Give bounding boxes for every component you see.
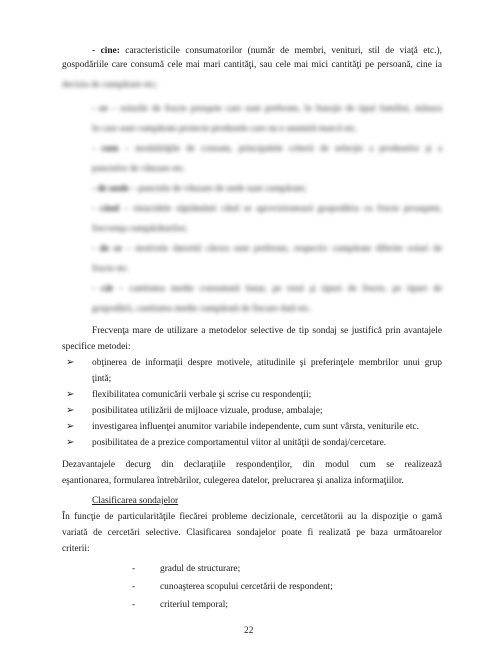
criteria-item: cunoaşterea scopului cercetării de respondent; [160,582,333,592]
advantage-item: obţinerea de informaţii despre motivele, atitudinile şi preferinţele membrilor unui grup [92,358,442,368]
section-heading: Clasificarea sondajelor [92,496,179,506]
arrow-bullet-icon: ➢ [66,389,75,400]
blurred-line: - de unde – punctele de vânzare de unde sunt cumpărate; [92,184,307,194]
criteria-item: criteriul temporal; [160,600,228,610]
advantage-item: posibilitatea utilizării de mijloace vizuale, produse, ambalaje; [92,406,323,416]
body-line: decizia de cumpărare etc; [62,80,158,90]
advantage-item: flexibilitatea comunicării verbale şi scrise cu respondenţii; [92,390,312,400]
blurred-line: - de ce – motivele datorită cărora sunt preferate, respectiv cumpărate diferite soiuri de [92,244,442,254]
advantage-item: investigarea influenţei anumitor variabile independente, cum sunt vârsta, veniturile etc. [92,422,419,432]
cine-label: - cine: [92,46,120,56]
blurred-line: în care sunt cumpărate proiecte produsele care nu e anumită marcă etc. [92,124,358,134]
arrow-bullet-icon: ➢ [66,405,75,416]
blurred-line: gospodării, cantitatea medie cumpărată de fiecare dată etc. [92,304,312,314]
arrow-bullet-icon: ➢ [66,421,75,432]
blurred-line: - cât – cantitatea medie consumată lunar, pe total şi tipuri de fructe, pe tipuri de [92,284,442,294]
blurred-line: - cum – modalităţile de consum, principalele criterii de selecţie a produselor şi a [92,144,442,154]
body-line: gospodăriile care consumă cele mai mari cantităţi, sau cele mai mici cantităţi pe persoană, cine ia [62,60,442,70]
class-line-2: variată de cercetări selective. Clasificarea sondajelor poate fi realizată pe baza următoarelor [62,528,442,538]
blurred-line: frecvenţa cumpărăturilor; [92,224,188,234]
freq-line-1: Frecvenţa mare de utilizare a metodelor selective de tip sondaj se justifică prin avantajele [92,326,442,336]
arrow-bullet-icon: ➢ [66,437,75,448]
blurred-line: - ce – soiurile de fructe preuşete care sunt preferate, în funcţie de tipul familiei, măsura [92,104,442,114]
dash-marker: - [132,600,136,610]
class-line-1: În funcţie de particularităţile fiecărei probleme decizionale, cercetătorii au la dispoziţie o gamă [62,512,442,522]
freq-line-2: specifice metodei: [62,342,131,352]
advantage-item: posibilitatea de a prezice comportamentul viitor al unităţii de sondaj/cercetare. [92,438,387,448]
dash-marker: - [132,564,136,574]
blurred-line: punctelor de vânzare etc. [92,164,186,174]
criteria-item: gradul de structurare; [160,564,241,574]
blurred-line: - când – sinucidele săptămânii când se aprovizionează gospodăria cu fructe proaspete, [92,204,442,214]
page-number: 22 [244,626,254,636]
disadv-line-1: Dezavantajele decurg din declaraţiile respondenţilor, din modul cum se realizează [62,460,442,470]
disadv-line-2: eşantionarea, formularea întrebărilor, culegerea datelor, prelucrarea şi analiza informaţiilor. [62,476,404,486]
cine-text: caracteristicile consumatorilor (număr de membri, venituri, stil de viaţă etc.), [119,46,442,56]
dash-marker: - [132,582,136,592]
blurred-line: fructe etc. [92,264,130,274]
arrow-bullet-icon: ➢ [66,357,75,368]
class-line-3: criterii: [62,544,90,554]
advantage-item-cont: ţintă; [92,374,112,384]
cine-line [92,44,442,58]
